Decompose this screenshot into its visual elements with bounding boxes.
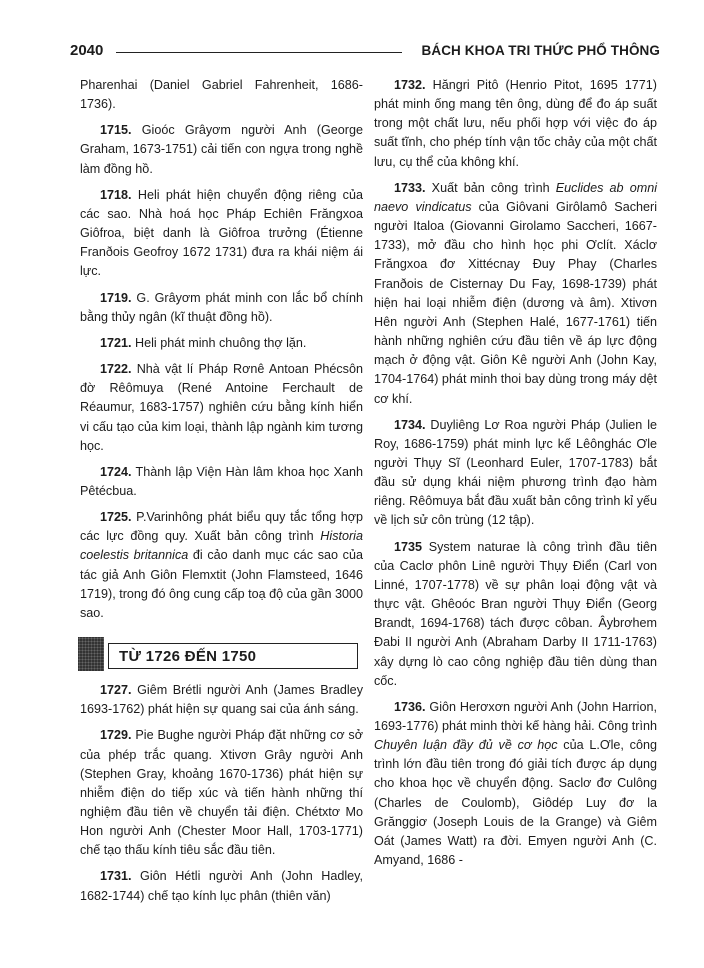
- entry-1734: 1734. Duyliêng Lơ Roa người Pháp (Julien le Roy, 1686-1759) phát minh lực kế Lêônghác Ơle người Thụy Sĩ (Leonhard Euler, 1707-1783) bắt đầu sử dụng khái niệm phương trình đạo hàm riêng. Rêômuya bắt đầu xuất bản công trình kỉ yếu về lịch sử côn trùng (12 tập).: [374, 417, 657, 528]
- section-title: TỪ 1726 ĐẾN 1750: [119, 648, 257, 666]
- entry-1724: 1724. Thành lập Viện Hàn lâm khoa học Xanh Pêtécbua.: [80, 464, 363, 498]
- entry-1721: 1721. Heli phát minh chuông thợ lặn.: [100, 335, 307, 350]
- section-heading: [80, 641, 363, 671]
- entry-year: 1732.: [394, 78, 426, 92]
- entry-year: 1718.: [100, 187, 132, 202]
- entry-1725: 1725. P.Varinhông phát biểu quy tắc tổng hợp các lực đồng quy. Xuất bản công trình Historia coelestis britannica đi cảo danh mục các sao của tác giả Anh Giôn Flemxtit (John Flamsteed, 1646 1719), trong đó ông cung cấp toạ độ của gần 3000 sao.: [80, 510, 363, 620]
- left-column: [80, 76, 363, 913]
- entry-year: 1719.: [100, 290, 132, 305]
- entry-year: 1727.: [100, 683, 132, 698]
- entry-1722: 1722. Nhà vật lí Pháp Rơnê Antoan Phécsôn đờ Rêômuya (René Antoine Ferchault de Réaumur, 1683-1757) nghiên cứu bằng kính hiển vi cấu tạo của kim loại, thành lập ngành kim tương học.: [80, 362, 363, 453]
- entry-1735: 1735 System naturae là công trình đầu tiên của Caclơ phôn Linê người Thụy Điển (Carl von Linné, 1707-1778) về sự phân loại động vật và thực vật. Ghêoóc Bran người Thụy Điển (Georg Brandt, 1694-1768) tách được côban. Âybrơhem Đabi II người Anh (Abraham Darby II 1711-1763) xây dựng lò cao công nghiệp đầu tiên dùng than cốc.: [374, 539, 657, 688]
- entry-year: 1724.: [100, 464, 132, 479]
- paragraph-continued: Pharenhai (Daniel Gabriel Fahrenheit, 1686-1736).: [80, 78, 363, 112]
- running-title: BÁCH KHOA TRI THỨC PHỔ THÔNG: [421, 43, 660, 58]
- entry-1718: 1718. Heli phát hiện chuyển động riêng của các sao. Nhà hoá học Pháp Echiên Frăngxoa Giôfroa, biệt danh là Giôfroa trưởng (Étienne Franðois Geofroy 1672 1731) đưa ra khái niệm ái lực.: [80, 187, 363, 279]
- entry-year: 1715.: [100, 123, 132, 138]
- entry-year: 1733.: [394, 180, 426, 195]
- entry-year: 1736.: [394, 699, 426, 714]
- entry-1715: 1715. Gioóc Grâyơm người Anh (George Graham, 1673-1751) cải tiến con ngựa trong nghề làm đồng hồ.: [80, 123, 363, 176]
- page-header: [70, 40, 660, 66]
- page-number: 2040: [70, 42, 104, 59]
- entry-year: 1731.: [100, 869, 132, 884]
- entry-1731: 1731. Giôn Hétli người Anh (John Hadley, 1682-1744) chế tạo kính lục phân (thiên văn): [80, 869, 363, 903]
- entry-1729: 1729. Pie Bughe người Pháp đặt những cơ sở của phép trắc quang. Xtivơn Grây người Anh (Stephen Gray, khoảng 1670-1736) phát hiện sự nhiễm điện do tiếp xúc và tiến hành những thí nghiệm đầu tiên về chuyển tải điện. Chétxtơ Mo Hon người Anh (Chester Moor Hall, 1703-1771) chế tạo thấu kính tiêu sắc đầu tiên.: [80, 728, 363, 858]
- entry-year: 1735: [394, 539, 423, 554]
- entry-year: 1725.: [100, 510, 132, 525]
- entry-year: 1734.: [394, 417, 426, 432]
- entry-year: 1722.: [100, 362, 132, 377]
- entry-1719: 1719. G. Grâyơm phát minh con lắc bổ chính bằng thủy ngân (kĩ thuật đồng hồ).: [80, 290, 363, 324]
- section-title-box: [108, 643, 358, 669]
- entry-year: 1729.: [100, 728, 132, 743]
- header-rule: [116, 52, 402, 53]
- entry-1732: 1732. Hăngri Pitô (Henrio Pitot, 1695 1771) phát minh ống mang tên ông, dùng để đo áp suất trong một chất lưu, nếu phối hợp với việc đo áp suất tĩnh, cho phép tính vận tốc chảy của một chất lưu, cụ thể của không khí.: [374, 78, 657, 169]
- entry-1733: 1733. Xuất bản công trình Euclides ab omni naevo vindicatus của Giôvani Girôlamô Sacheri người Italoa (Giovanni Girolamo Saccheri, 1667-1733), mở đầu cho hình học phi Ơclít. Xáclơ Frăngxoa đơ Xittécnay Đuy Phay (Charles Franðois de Cisternay Du Fay, 1698-1739) phát hiện hai loại nhiễm điện (dương và âm). Xtivơn Hên người Anh (Stephen Halé, 1677-1761) tiến hành những nghiên cứu đầu tiên về áp lực động mạch ở động vật. Giôn Kê người Anh (John Kay, 1704-1764) phát minh thoi bay dùng trong máy dệt cơ khí.: [374, 180, 657, 406]
- entry-1727: 1727. Giêm Brétli người Anh (James Bradley 1693-1762) phát hiện sự quang sai của ánh sáng.: [80, 683, 363, 717]
- right-column: [374, 76, 657, 877]
- entry-year: 1721.: [100, 335, 132, 350]
- section-marker-icon: [78, 637, 104, 671]
- entry-1736: 1736. Giôn Herơxơn người Anh (John Harrion, 1693-1776) phát minh thời kế hàng hải. Công trình Chuyên luận đầy đủ về cơ học của L.Ơle, công trình lớn đầu tiên trong đó giải tích được áp dụng cho khoa học về chuyển động. Saclơ đơ Culông (Charles de Coulomb), Giôdép Luy đơ la Grănggiơ (Joseph Louis de la Grange) và Giêm Oát (James Watt) ra đời. Emyen người Anh (C. Amyand, 1686 -: [374, 699, 657, 868]
